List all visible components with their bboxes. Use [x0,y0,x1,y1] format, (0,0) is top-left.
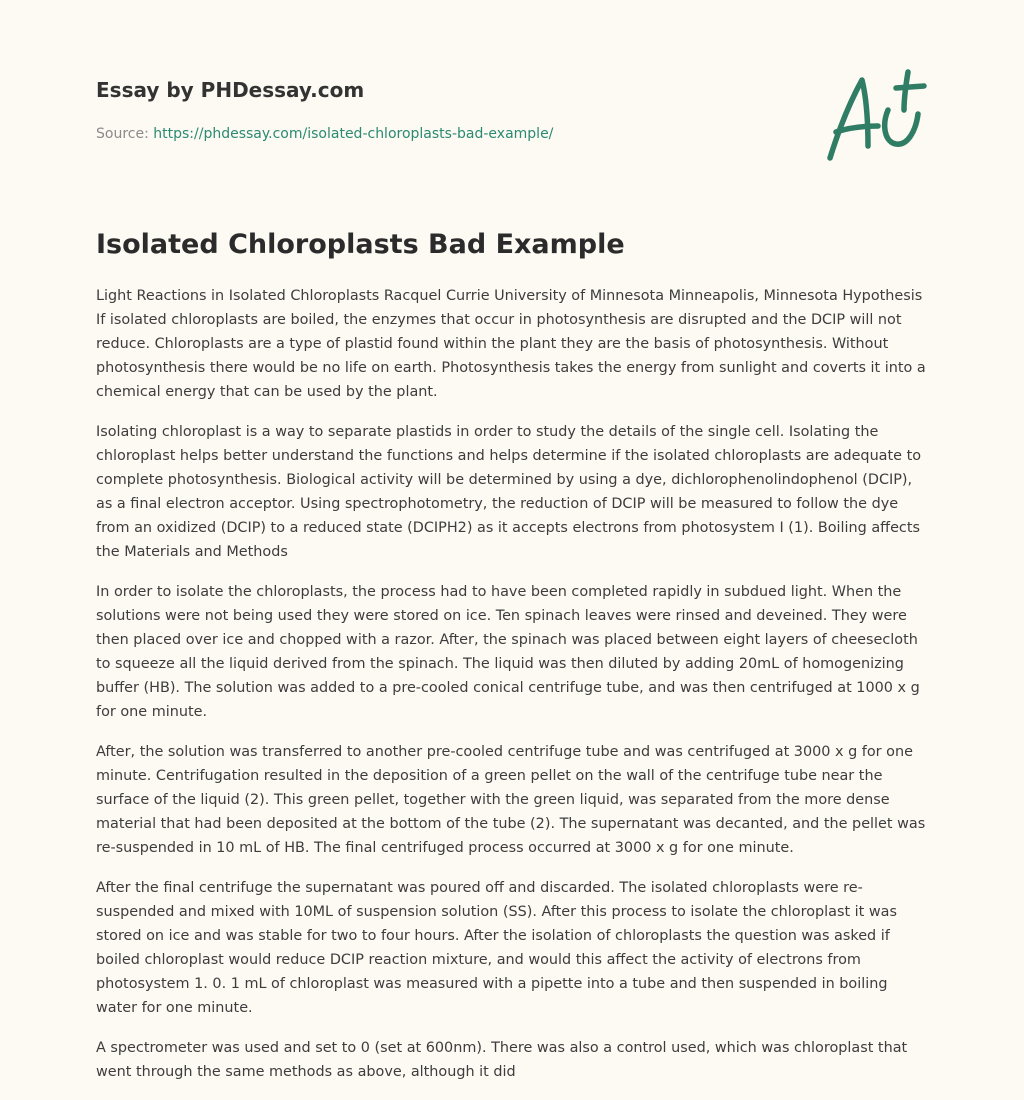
essay-paragraph: In order to isolate the chloroplasts, the process had to have been completed rapidly in subdued light. When the solutions were not being used they were stored on ice. Ten spinach leaves were rinsed and deveined. They were then placed over ice and chopped with a razor. After, the spinach was placed between eight layers of cheesecloth to squeeze all the liquid derived from the spinach. The liquid was then diluted by adding 20mL of homogenizing buffer (HB). The solution was added to a pre-cooled conical centrifuge tube, and was then centrifuged at 1000 x g for one minute. [96,584,920,720]
essay-paragraph: After the final centrifuge the supernatant was poured off and discarded. The isolated chloroplasts were re-suspended and mixed with 10ML of suspension solution (SS). After this process to isolate the chloroplast it was stored on ice and was stable for two to four hours. After the isolation of chloroplasts the question was asked if boiled chloroplast would reduce DCIP reaction mixture, and would this affect the activity of electrons from photosystem 1. 0. 1 mL of chloroplast was measured with a pipette into a tube and then suspended in boiling water for one minute. [96,880,897,1016]
essay-paragraph: After, the solution was transferred to another pre-cooled centrifuge tube and was centrifuged at 3000 x g for one minute. Centrifugation resulted in the deposition of a green pellet on the wall of the centrifuge tube near the surface of the liquid (2). This green pellet, together with the green liquid, was separated from the more dense material that had been deposited at the bottom of the tube (2). The supernatant was decanted, and the pellet was re-suspended in 10 mL of HB. The final centrifuged process occurred at 3000 x g for one minute. [96,744,926,856]
essay-paragraph: Light Reactions in Isolated Chloroplasts Racquel Currie University of Minnesota Minneapolis, Minnesota Hypothesis If isolated chloroplasts are boiled, the enzymes that occur in photosynthesis are disrupted and the DCIP will not reduce. Chloroplasts are a type of plastid found within the plant they are the basis of photosynthesis. Without photosynthesis there would be no life on earth. Photosynthesis takes the energy from sunlight and coverts it into a chemical energy that can be used by the plant. [96,288,926,400]
a-plus-grade-icon [822,66,932,166]
source-label: Source: [96,126,149,142]
source-link[interactable]: https://phdessay.com/isolated-chloroplasts-bad-example/ [153,126,554,142]
essay-body [96,284,932,1100]
essay-title: Isolated Chloroplasts Bad Example [96,229,625,260]
source-line [96,124,696,144]
site-header [96,76,696,144]
site-title: Essay by PHDessay.com [96,78,365,102]
essay-paragraph: Isolating chloroplast is a way to separate plastids in order to study the details of the single cell. Isolating the chloroplast helps better understand the functions and helps determine if the isolated chloroplasts are adequate to complete photosynthesis. Biological activity will be determined by using a dye, dichlorophenolindophenol (DCIP), as a final electron acceptor. Using spectrophotometry, the reduction of DCIP will be measured to follow the dye from an oxidized (DCIP) to a reduced state (DCIPH2) as it accepts electrons from photosystem I (1). Boiling affects the Materials and Methods [96,424,922,560]
essay-paragraph: A spectrometer was used and set to 0 (set at 600nm). There was also a control used, which was chloroplast that went through the same methods as above, although it did [96,1040,908,1080]
